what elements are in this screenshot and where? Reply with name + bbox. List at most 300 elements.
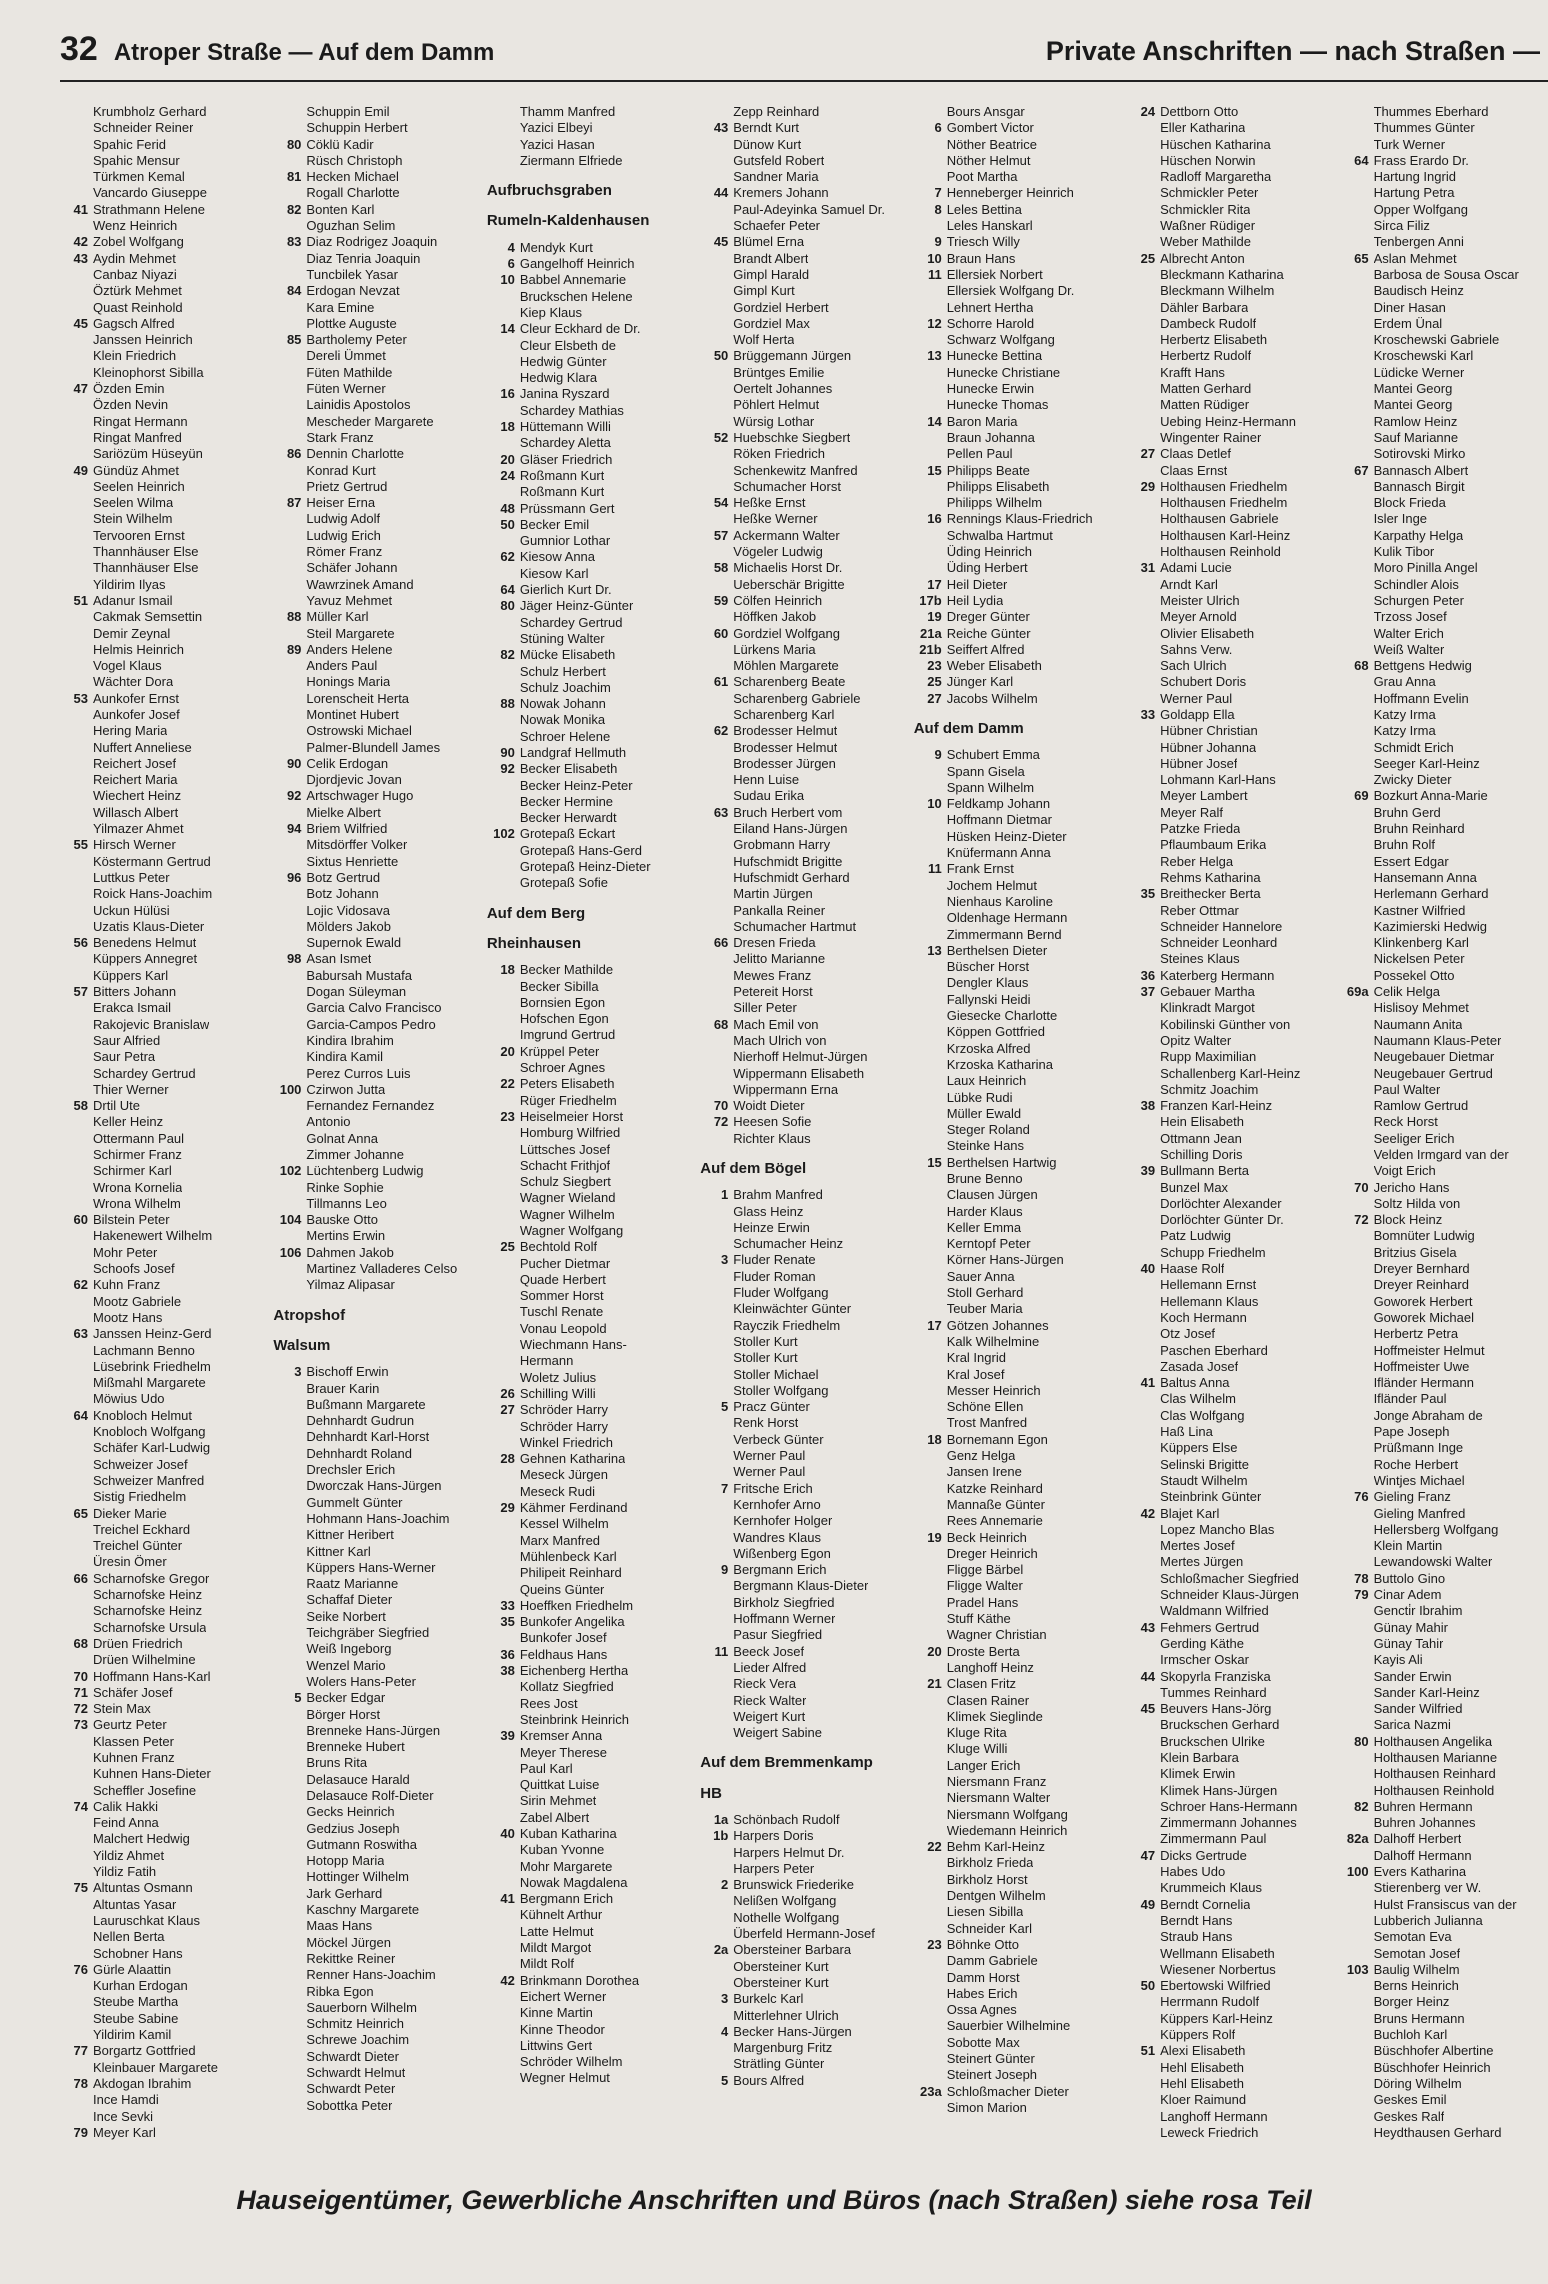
resident-name: Mach Ulrich von	[733, 1032, 827, 1048]
resident-name: Mendyk Kurt	[519, 239, 593, 255]
house-number	[487, 1745, 520, 1761]
resident-entry	[1341, 300, 1548, 316]
house-number	[914, 992, 947, 1008]
house-number	[914, 1725, 947, 1741]
house-number	[1341, 1261, 1374, 1277]
resident-name: Lürkens Maria	[733, 641, 816, 657]
resident-entry	[487, 452, 694, 468]
house-number: 80	[286, 136, 302, 152]
resident-name: Birkholz Siegfried	[733, 1594, 835, 1610]
house-number	[60, 1750, 93, 1766]
resident-entry	[60, 365, 267, 381]
resident-entry	[914, 2035, 1121, 2051]
resident-entry	[487, 826, 694, 842]
resident-entry	[487, 1712, 694, 1728]
resident-entry	[60, 854, 267, 870]
resident-name: Bergmann Erich	[519, 1891, 614, 1907]
resident-entry	[914, 1953, 1121, 1969]
resident-entry	[60, 300, 267, 316]
resident-name: Kleinwächter Günter	[733, 1301, 852, 1317]
house-number	[914, 1399, 947, 1415]
resident-name: Harder Klaus	[946, 1203, 1023, 1219]
resident-entry	[60, 137, 267, 153]
house-number	[1341, 1228, 1374, 1244]
resident-name: Braun Hans	[946, 250, 1016, 266]
resident-entry	[273, 2000, 480, 2016]
resident-entry	[1341, 1946, 1548, 1962]
resident-name: Birkholz Horst	[946, 1871, 1028, 1887]
house-number	[1341, 381, 1374, 397]
house-number: 82	[500, 647, 515, 663]
resident-name: Schmickler Peter	[1160, 185, 1259, 201]
resident-name: Feldkamp Johann	[946, 796, 1051, 812]
resident-name: Kinne Martin	[519, 2005, 593, 2021]
resident-entry	[487, 1093, 694, 1109]
resident-name: Quittkat Luise	[519, 1777, 600, 1793]
resident-entry	[487, 256, 694, 272]
resident-name: Harpers Peter	[733, 1860, 815, 1876]
resident-entry	[700, 886, 907, 902]
resident-entry	[487, 745, 694, 761]
street-heading: Rumeln-Kaldenhausen	[486, 212, 650, 230]
resident-name: Block Frieda	[1373, 495, 1446, 511]
house-number: 80	[1354, 1733, 1369, 1749]
resident-name: Aunkofer Josef	[93, 706, 180, 722]
house-number	[1341, 1049, 1374, 1065]
resident-name: Brodesser Helmut	[733, 723, 838, 739]
resident-name: Hehl Elisabeth	[1160, 2075, 1244, 2091]
directory-column	[914, 104, 1121, 2164]
resident-entry	[1341, 365, 1548, 381]
resident-entry	[700, 1082, 907, 1098]
house-number	[1127, 772, 1160, 788]
house-number: 82a	[1346, 1831, 1369, 1847]
resident-name: Kulik Tibor	[1373, 544, 1435, 560]
resident-entry	[700, 1595, 907, 1611]
resident-entry	[1341, 2043, 1548, 2059]
house-number: 27	[500, 1402, 515, 1418]
house-number	[487, 1533, 520, 1549]
house-number: 22	[500, 1076, 515, 1092]
house-number: 48	[500, 500, 515, 516]
resident-name: Janssen Heinrich	[93, 332, 193, 348]
house-number	[487, 1842, 520, 1858]
resident-entry	[487, 1027, 694, 1043]
resident-entry	[487, 2038, 694, 2054]
house-number	[1127, 1343, 1160, 1359]
street-heading: Auf dem Bremmenkamp	[700, 1754, 873, 1772]
resident-entry	[914, 1970, 1121, 1986]
resident-entry	[700, 626, 907, 642]
house-number	[700, 544, 733, 560]
resident-entry	[60, 756, 267, 772]
resident-name: Holthausen Friedhelm	[1160, 495, 1288, 511]
resident-name: Bruckschen Gerhard	[1160, 1717, 1280, 1733]
resident-entry	[1127, 1310, 1334, 1326]
house-number	[60, 1587, 93, 1603]
house-number	[487, 1630, 520, 1646]
house-number: 2	[721, 1877, 729, 1893]
resident-name: Rekittke Reiner	[306, 1950, 396, 1966]
house-number: 63	[713, 804, 729, 820]
house-number	[60, 414, 93, 430]
resident-entry	[914, 397, 1121, 413]
resident-entry	[1127, 1669, 1334, 1685]
house-number	[487, 1207, 520, 1223]
resident-entry	[1127, 1049, 1334, 1065]
house-number	[700, 218, 733, 234]
resident-entry	[60, 642, 267, 658]
resident-entry	[1341, 1522, 1548, 1538]
resident-entry	[60, 1978, 267, 1994]
resident-name: Berndt Kurt	[733, 120, 800, 136]
resident-entry	[1127, 202, 1334, 218]
house-number	[60, 2011, 93, 2027]
resident-name: Scharenberg Beate	[733, 674, 846, 690]
resident-entry	[1127, 348, 1334, 364]
resident-entry	[1127, 1994, 1334, 2010]
resident-name: Schulz Joachim	[519, 679, 611, 695]
street-heading: Aufbruchsgraben	[486, 182, 612, 200]
resident-name: Dengler Klaus	[946, 975, 1029, 991]
resident-name: Sotirovski Mirko	[1373, 446, 1466, 462]
resident-name: Bornsien Egon	[519, 994, 606, 1010]
resident-name: Gangelhoff Heinrich	[519, 256, 635, 272]
resident-name: Schwardt Helmut	[306, 2065, 406, 2081]
resident-name: Ince Hamdi	[93, 2092, 159, 2108]
resident-name: Küppers Else	[1160, 1440, 1238, 1456]
resident-name: Röken Friedrich	[733, 446, 826, 462]
resident-name: Wolf Herta	[733, 332, 795, 348]
house-number	[1341, 218, 1374, 234]
house-number	[1341, 1000, 1374, 1016]
resident-entry	[1341, 185, 1548, 201]
resident-name: Lieder Alfred	[733, 1659, 807, 1675]
resident-entry	[1341, 1098, 1548, 1114]
resident-name: Schubert Emma	[946, 747, 1040, 763]
resident-name: Kremser Anna	[519, 1728, 603, 1744]
resident-entry	[487, 533, 694, 549]
resident-entry	[1341, 381, 1548, 397]
resident-entry	[1341, 1343, 1548, 1359]
house-number	[1341, 300, 1374, 316]
resident-name: Benedens Helmut	[93, 935, 197, 951]
house-number	[273, 691, 306, 707]
house-number	[1127, 1587, 1160, 1603]
resident-entry	[700, 821, 907, 837]
resident-entry	[1341, 495, 1548, 511]
resident-name: Semotan Eva	[1373, 1929, 1452, 1945]
resident-name: Borgartz Gottfried	[93, 2043, 196, 2059]
resident-entry	[700, 1481, 907, 1497]
resident-name: Thummes Günter	[1373, 120, 1475, 136]
resident-entry	[700, 414, 907, 430]
house-number	[487, 305, 520, 321]
house-number	[914, 2035, 947, 2051]
house-number	[487, 120, 520, 136]
house-number	[700, 984, 733, 1000]
resident-name: Becker Emil	[519, 516, 590, 532]
resident-name: Katzy Irma	[1373, 723, 1436, 739]
resident-name: Steil Margarete	[306, 625, 395, 641]
resident-name: Thamm Manfred	[519, 104, 616, 119]
resident-entry	[273, 1739, 480, 1755]
resident-name: Zasada Josef	[1160, 1358, 1239, 1374]
house-number	[1341, 1978, 1374, 1994]
resident-entry	[60, 805, 267, 821]
house-number	[914, 1823, 947, 1839]
resident-entry	[1127, 1033, 1334, 1049]
resident-entry	[1127, 609, 1334, 625]
resident-entry	[914, 894, 1121, 910]
house-number	[273, 1609, 306, 1625]
resident-entry	[487, 1614, 694, 1630]
resident-name: Hoffmann Hans-Karl	[93, 1668, 211, 1684]
resident-name: Schardey Gertrud	[519, 614, 623, 630]
resident-entry	[1127, 1587, 1334, 1603]
house-number: 80	[500, 598, 515, 614]
resident-entry	[1341, 2125, 1548, 2141]
house-number	[60, 740, 93, 756]
resident-entry	[914, 845, 1121, 861]
resident-name: Weiß Ingeborg	[306, 1641, 392, 1657]
house-number	[914, 1986, 947, 2002]
resident-name: Krummeich Klaus	[1160, 1880, 1263, 1896]
resident-name: Pöhlert Helmut	[733, 397, 820, 413]
house-number: 4	[721, 2023, 729, 2039]
house-number	[487, 1907, 520, 1923]
resident-name: Steinert Joseph	[946, 2067, 1038, 2083]
resident-entry	[914, 1513, 1121, 1529]
resident-entry	[60, 202, 267, 218]
resident-entry	[60, 951, 267, 967]
house-number: 68	[713, 1016, 729, 1032]
resident-name: Sirca Filiz	[1373, 218, 1430, 234]
resident-name: Brenneke Hans-Jürgen	[306, 1722, 441, 1738]
resident-name: Sach Ulrich	[1160, 658, 1227, 674]
house-number: 92	[500, 761, 515, 777]
resident-name: Kindira Ibrahim	[306, 1032, 394, 1048]
house-number: 25	[927, 674, 942, 690]
resident-entry	[914, 959, 1121, 975]
house-number	[914, 2002, 947, 2018]
house-number	[1341, 1245, 1374, 1261]
resident-entry	[1341, 1897, 1548, 1913]
resident-name: Kazimierski Hedwig	[1373, 918, 1487, 934]
resident-name: Holthausen Karl-Heinz	[1160, 527, 1291, 543]
house-number: 53	[73, 690, 88, 706]
resident-entry	[1341, 1212, 1548, 1228]
resident-entry	[1127, 1098, 1334, 1114]
house-number	[273, 1381, 306, 1397]
resident-entry	[914, 1937, 1121, 1953]
resident-entry	[1127, 626, 1334, 642]
house-number	[914, 1236, 947, 1252]
resident-name: Stoller Michael	[733, 1366, 819, 1382]
resident-entry	[914, 1334, 1121, 1350]
house-number	[700, 365, 733, 381]
resident-entry	[914, 1481, 1121, 1497]
house-number	[1341, 968, 1374, 984]
resident-name: Knüfermann Anna	[946, 845, 1051, 861]
street-heading: Walsum	[273, 1336, 331, 1354]
resident-name: Meister Ulrich	[1160, 592, 1240, 608]
resident-name: Wiedemann Heinrich	[946, 1822, 1068, 1838]
resident-entry	[914, 1464, 1121, 1480]
resident-entry	[1341, 2109, 1548, 2125]
house-number	[487, 1060, 520, 1076]
house-number	[1127, 202, 1160, 218]
resident-name: Böhnke Otto	[946, 1936, 1019, 1952]
resident-name: Berndt Hans	[1160, 1912, 1233, 1928]
resident-entry	[487, 1353, 694, 1369]
house-number	[1127, 854, 1160, 870]
resident-entry	[273, 137, 480, 153]
resident-entry	[700, 1131, 907, 1147]
house-number	[700, 886, 733, 902]
house-number	[487, 1125, 520, 1141]
house-number	[487, 1956, 520, 1972]
resident-entry	[487, 1777, 694, 1793]
resident-entry	[914, 137, 1121, 153]
resident-entry	[487, 1875, 694, 1891]
resident-entry	[487, 1500, 694, 1516]
house-number	[273, 365, 306, 381]
resident-name: Kiesow Anna	[519, 549, 596, 565]
resident-entry	[487, 468, 694, 484]
resident-entry	[700, 1926, 907, 1942]
resident-name: Yazici Elbeyi	[519, 120, 593, 136]
resident-name: Pflaumbaum Erika	[1160, 837, 1267, 853]
resident-name: Buttolo Gino	[1373, 1570, 1446, 1586]
resident-entry	[60, 1131, 267, 1147]
resident-entry	[914, 2018, 1121, 2034]
resident-entry	[1127, 1359, 1334, 1375]
resident-name: Jelitto Marianne	[733, 951, 826, 967]
house-number	[700, 1546, 733, 1562]
house-number	[1341, 903, 1374, 919]
directory-column	[273, 104, 480, 2164]
house-number	[1127, 1685, 1160, 1701]
resident-name: Mertins Erwin	[306, 1228, 386, 1244]
resident-name: Saur Petra	[93, 1049, 156, 1065]
resident-name: Heßke Werner	[733, 511, 818, 527]
resident-entry	[1341, 1326, 1548, 1342]
resident-name: Grotepaß Sofie	[519, 875, 608, 891]
house-number: 7	[934, 185, 942, 201]
resident-name: Heesen Sofie	[733, 1114, 812, 1130]
resident-entry	[60, 1522, 267, 1538]
house-number	[1341, 1783, 1374, 1799]
resident-entry	[1341, 283, 1548, 299]
resident-entry	[487, 1549, 694, 1565]
resident-name: Bleckmann Katharina	[1160, 266, 1284, 282]
resident-name: Stein Max	[93, 1701, 151, 1717]
resident-entry	[1127, 1913, 1334, 1929]
house-number	[273, 544, 306, 560]
resident-entry	[1127, 577, 1334, 593]
resident-entry	[273, 365, 480, 381]
house-number	[487, 289, 520, 305]
house-number: 63	[73, 1326, 88, 1342]
resident-entry	[1127, 837, 1334, 853]
house-number	[1127, 837, 1160, 853]
resident-name: Scharnofske Gregor	[93, 1570, 210, 1586]
resident-name: Mootz Gabriele	[93, 1293, 182, 1309]
resident-name: Klinkenberg Karl	[1373, 935, 1469, 951]
resident-entry	[273, 1462, 480, 1478]
resident-entry	[700, 756, 907, 772]
resident-entry	[1127, 1929, 1334, 1945]
resident-entry	[700, 1301, 907, 1317]
resident-name: Sarica Nazmi	[1373, 1717, 1451, 1733]
house-number	[273, 854, 306, 870]
resident-name: Strätling Günter	[733, 2056, 825, 2072]
house-number	[273, 348, 306, 364]
resident-entry	[914, 812, 1121, 828]
resident-entry	[700, 1812, 907, 1828]
house-number	[1127, 1929, 1160, 1945]
resident-name: Becker Edgar	[306, 1690, 386, 1706]
resident-entry	[1341, 1391, 1548, 1407]
resident-entry	[1127, 1652, 1334, 1668]
resident-entry	[914, 1497, 1121, 1513]
house-number: 43	[713, 120, 729, 136]
house-number	[60, 1131, 93, 1147]
resident-entry	[487, 1565, 694, 1581]
resident-entry	[273, 1658, 480, 1674]
resident-name: Römer Franz	[306, 544, 383, 560]
resident-entry	[487, 1907, 694, 1923]
house-number: 23a	[920, 2083, 942, 2099]
house-number	[914, 1953, 947, 1969]
house-number: 17	[927, 1317, 942, 1333]
resident-name: Trzoss Josef	[1373, 609, 1447, 625]
resident-entry	[60, 1848, 267, 1864]
resident-name: Meseck Rudi	[519, 1483, 595, 1499]
resident-name: Steube Sabine	[93, 2010, 179, 2026]
house-number: 13	[927, 942, 942, 958]
resident-entry	[487, 1842, 694, 1858]
house-number	[60, 560, 93, 576]
resident-entry	[60, 886, 267, 902]
resident-entry	[487, 1337, 694, 1353]
house-number	[60, 1440, 93, 1456]
resident-name: Berndt Cornelia	[1160, 1896, 1251, 1912]
house-number	[487, 338, 520, 354]
house-number	[914, 959, 947, 975]
resident-entry	[60, 511, 267, 527]
resident-entry	[273, 837, 480, 853]
house-number	[1127, 951, 1160, 967]
house-number	[700, 479, 733, 495]
house-number	[1341, 1848, 1374, 1864]
resident-name: Fluder Roman	[733, 1268, 816, 1284]
resident-name: Hunecke Thomas	[946, 397, 1049, 413]
house-number	[1341, 756, 1374, 772]
house-number	[60, 1049, 93, 1065]
resident-name: Heil Lydia	[946, 592, 1004, 608]
house-number: 70	[73, 1668, 88, 1684]
house-number: 50	[1140, 1978, 1156, 1994]
house-number	[487, 403, 520, 419]
house-number: 35	[1140, 886, 1156, 902]
resident-entry	[914, 1383, 1121, 1399]
house-number	[1341, 348, 1374, 364]
house-number	[1127, 2060, 1160, 2076]
resident-entry	[914, 2067, 1121, 2083]
resident-entry	[914, 2051, 1121, 2067]
